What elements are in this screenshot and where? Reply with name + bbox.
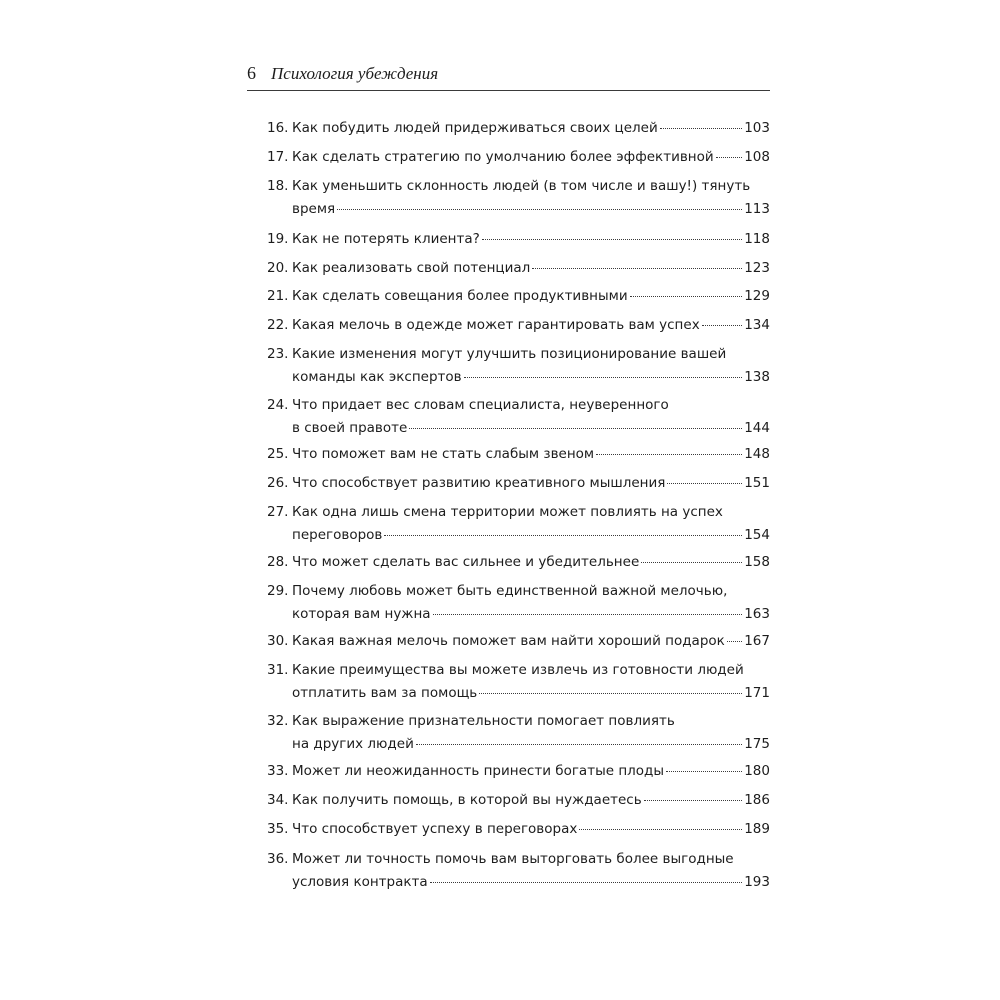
dot-leader: [482, 238, 742, 240]
entry-title: Какие изменения могут улучшить позиционирование вашей: [292, 346, 727, 362]
entry-title: Что придает вес словам специалиста, неуверенного: [292, 397, 669, 413]
entry-page-number: 171: [744, 685, 770, 701]
entry-number: 34.: [267, 792, 289, 808]
entry-page-number: 123: [744, 260, 770, 276]
toc-entry-line: [267, 474, 770, 492]
entry-number: 36.: [267, 851, 289, 867]
entry-number: 24.: [267, 397, 289, 413]
entry-number: 20.: [267, 260, 289, 276]
toc-entry-line: [267, 148, 770, 166]
entry-title: Как реализовать свой потенциал: [292, 260, 531, 276]
toc-entry-line: [267, 396, 770, 414]
entry-number: 29.: [267, 583, 289, 599]
toc-entry[interactable]: [267, 661, 770, 702]
toc-entry[interactable]: [267, 345, 770, 386]
toc-entry[interactable]: [267, 503, 770, 544]
entry-title-continued: команды как экспертов: [292, 369, 462, 385]
toc-entry[interactable]: [267, 553, 770, 571]
entry-title: Как сделать совещания более продуктивными: [292, 288, 628, 304]
entry-number: 26.: [267, 475, 289, 491]
toc-entry[interactable]: [267, 791, 770, 809]
entry-title: Может ли точность помочь вам выторговать более выгодные: [292, 851, 734, 867]
toc-entry[interactable]: [267, 177, 770, 218]
dot-leader: [702, 324, 743, 326]
dot-leader: [479, 692, 742, 694]
entry-title-continued: в своей правоте: [292, 420, 408, 436]
toc-entry[interactable]: [267, 712, 770, 753]
dot-leader: [464, 376, 743, 378]
entry-title-continued: условия контракта: [292, 874, 428, 890]
entry-title: Как уменьшить склонность людей (в том числе и вашу!) тянуть: [292, 178, 751, 194]
dot-leader: [666, 770, 742, 772]
toc-entry-line: [267, 661, 770, 679]
entry-title-continued: переговоров: [292, 527, 383, 543]
entry-page-number: 103: [744, 120, 770, 136]
toc-entry[interactable]: [267, 316, 770, 334]
toc-entry-line: [267, 368, 770, 386]
entry-title: Какая мелочь в одежде может гарантировать вам успех: [292, 317, 700, 333]
entry-title-continued: которая вам нужна: [292, 606, 431, 622]
toc-entry-line: [267, 684, 770, 702]
dot-leader: [596, 453, 742, 455]
entry-title-continued: время: [292, 201, 336, 217]
toc-entry-line: [267, 177, 770, 195]
entry-title: Как получить помощь, в которой вы нуждаетесь: [292, 792, 642, 808]
entry-page-number: 180: [744, 763, 770, 779]
toc-entry-line: [267, 582, 770, 600]
toc-entry-line: [267, 735, 770, 753]
entry-page-number: 108: [744, 149, 770, 165]
toc-entry[interactable]: [267, 762, 770, 780]
toc-entry-line: [267, 820, 770, 838]
toc-entry-line: [267, 503, 770, 521]
entry-number: 22.: [267, 317, 289, 333]
entry-page-number: 151: [744, 475, 770, 491]
toc-entry-line: [267, 230, 770, 248]
entry-title: Какая важная мелочь поможет вам найти хороший подарок: [292, 633, 725, 649]
dot-leader: [716, 156, 743, 158]
entry-title: Как побудить людей придерживаться своих целей: [292, 120, 658, 136]
entry-title: Почему любовь может быть единственной важной мелочью,: [292, 583, 728, 599]
toc-entry-line: [267, 259, 770, 277]
entry-page-number: 186: [744, 792, 770, 808]
entry-title: Что способствует развитию креативного мышления: [292, 475, 666, 491]
entry-title: Какие преимущества вы можете извлечь из готовности людей: [292, 662, 744, 678]
entry-page-number: 163: [744, 606, 770, 622]
toc-entry-line: [267, 791, 770, 809]
entry-page-number: 148: [744, 446, 770, 462]
entry-title: Что поможет вам не стать слабым звеном: [292, 446, 595, 462]
entry-number: 17.: [267, 149, 289, 165]
entry-title: Может ли неожиданность принести богатые плоды: [292, 763, 665, 779]
dot-leader: [660, 127, 743, 129]
toc-entry[interactable]: [267, 230, 770, 248]
toc-entry[interactable]: [267, 582, 770, 623]
dot-leader: [384, 534, 742, 536]
toc-entry[interactable]: [267, 632, 770, 650]
entry-title-continued: на других людей: [292, 736, 414, 752]
entry-number: 30.: [267, 633, 289, 649]
entry-title: Что может сделать вас сильнее и убедительнее: [292, 554, 640, 570]
toc-entry[interactable]: [267, 396, 770, 437]
toc-entry-line: [267, 119, 770, 137]
entry-title: Как одна лишь смена территории может повлиять на успех: [292, 504, 723, 520]
entry-number: 21.: [267, 288, 289, 304]
toc-entry[interactable]: [267, 820, 770, 838]
toc-entry-line: [267, 762, 770, 780]
dot-leader: [532, 267, 742, 269]
toc-entry[interactable]: [267, 287, 770, 305]
toc-entry-line: [267, 712, 770, 730]
entry-number: 19.: [267, 231, 289, 247]
toc-entry-line: [267, 419, 770, 437]
entry-number: 25.: [267, 446, 289, 462]
dot-leader: [430, 881, 743, 883]
entry-title: Как выражение признательности помогает повлиять: [292, 713, 675, 729]
dot-leader: [641, 561, 742, 563]
entry-number: 35.: [267, 821, 289, 837]
toc-entry-line: [267, 632, 770, 650]
toc-entry[interactable]: [267, 850, 770, 891]
entry-number: 33.: [267, 763, 289, 779]
entry-title: Как не потерять клиента?: [292, 231, 480, 247]
entry-page-number: 154: [744, 527, 770, 543]
toc-entry[interactable]: [267, 445, 770, 463]
entry-page-number: 134: [744, 317, 770, 333]
toc-entry-line: [267, 445, 770, 463]
entry-number: 23.: [267, 346, 289, 362]
entry-title: Как сделать стратегию по умолчанию более эффективной: [292, 149, 714, 165]
entry-page-number: 118: [744, 231, 770, 247]
toc-entry[interactable]: [267, 259, 770, 277]
toc-entry-line: [267, 850, 770, 868]
entry-page-number: 158: [744, 554, 770, 570]
book-title: Психология убеждения: [271, 64, 439, 83]
dot-leader: [727, 640, 742, 642]
toc-entry-line: [267, 287, 770, 305]
entry-title-continued: отплатить вам за помощь: [292, 685, 478, 701]
dot-leader: [416, 743, 742, 745]
toc-entry-line: [267, 316, 770, 334]
entry-number: 27.: [267, 504, 289, 520]
dot-leader: [337, 208, 742, 210]
entry-page-number: 129: [744, 288, 770, 304]
dot-leader: [579, 828, 742, 830]
entry-number: 31.: [267, 662, 289, 678]
entry-page-number: 113: [744, 201, 770, 217]
dot-leader: [433, 613, 743, 615]
entry-page-number: 138: [744, 369, 770, 385]
toc-entry[interactable]: [267, 119, 770, 137]
entry-number: 18.: [267, 178, 289, 194]
entry-number: 28.: [267, 554, 289, 570]
entry-number: 32.: [267, 713, 289, 729]
dot-leader: [630, 295, 743, 297]
toc-entry-line: [267, 345, 770, 363]
entry-title: Что способствует успеху в переговорах: [292, 821, 578, 837]
toc-entry-line: [267, 200, 770, 218]
page-number: 6: [247, 63, 256, 83]
toc-entry[interactable]: [267, 474, 770, 492]
toc-entry-line: [267, 605, 770, 623]
dot-leader: [644, 799, 743, 801]
dot-leader: [409, 427, 742, 429]
entry-number: 16.: [267, 120, 289, 136]
dot-leader: [667, 482, 742, 484]
toc-entry-line: [267, 553, 770, 571]
toc-entry-line: [267, 526, 770, 544]
toc-entry[interactable]: [267, 148, 770, 166]
entry-page-number: 193: [744, 874, 770, 890]
entry-page-number: 175: [744, 736, 770, 752]
toc-entry-line: [267, 873, 770, 891]
entry-page-number: 144: [744, 420, 770, 436]
entry-page-number: 189: [744, 821, 770, 837]
entry-page-number: 167: [744, 633, 770, 649]
